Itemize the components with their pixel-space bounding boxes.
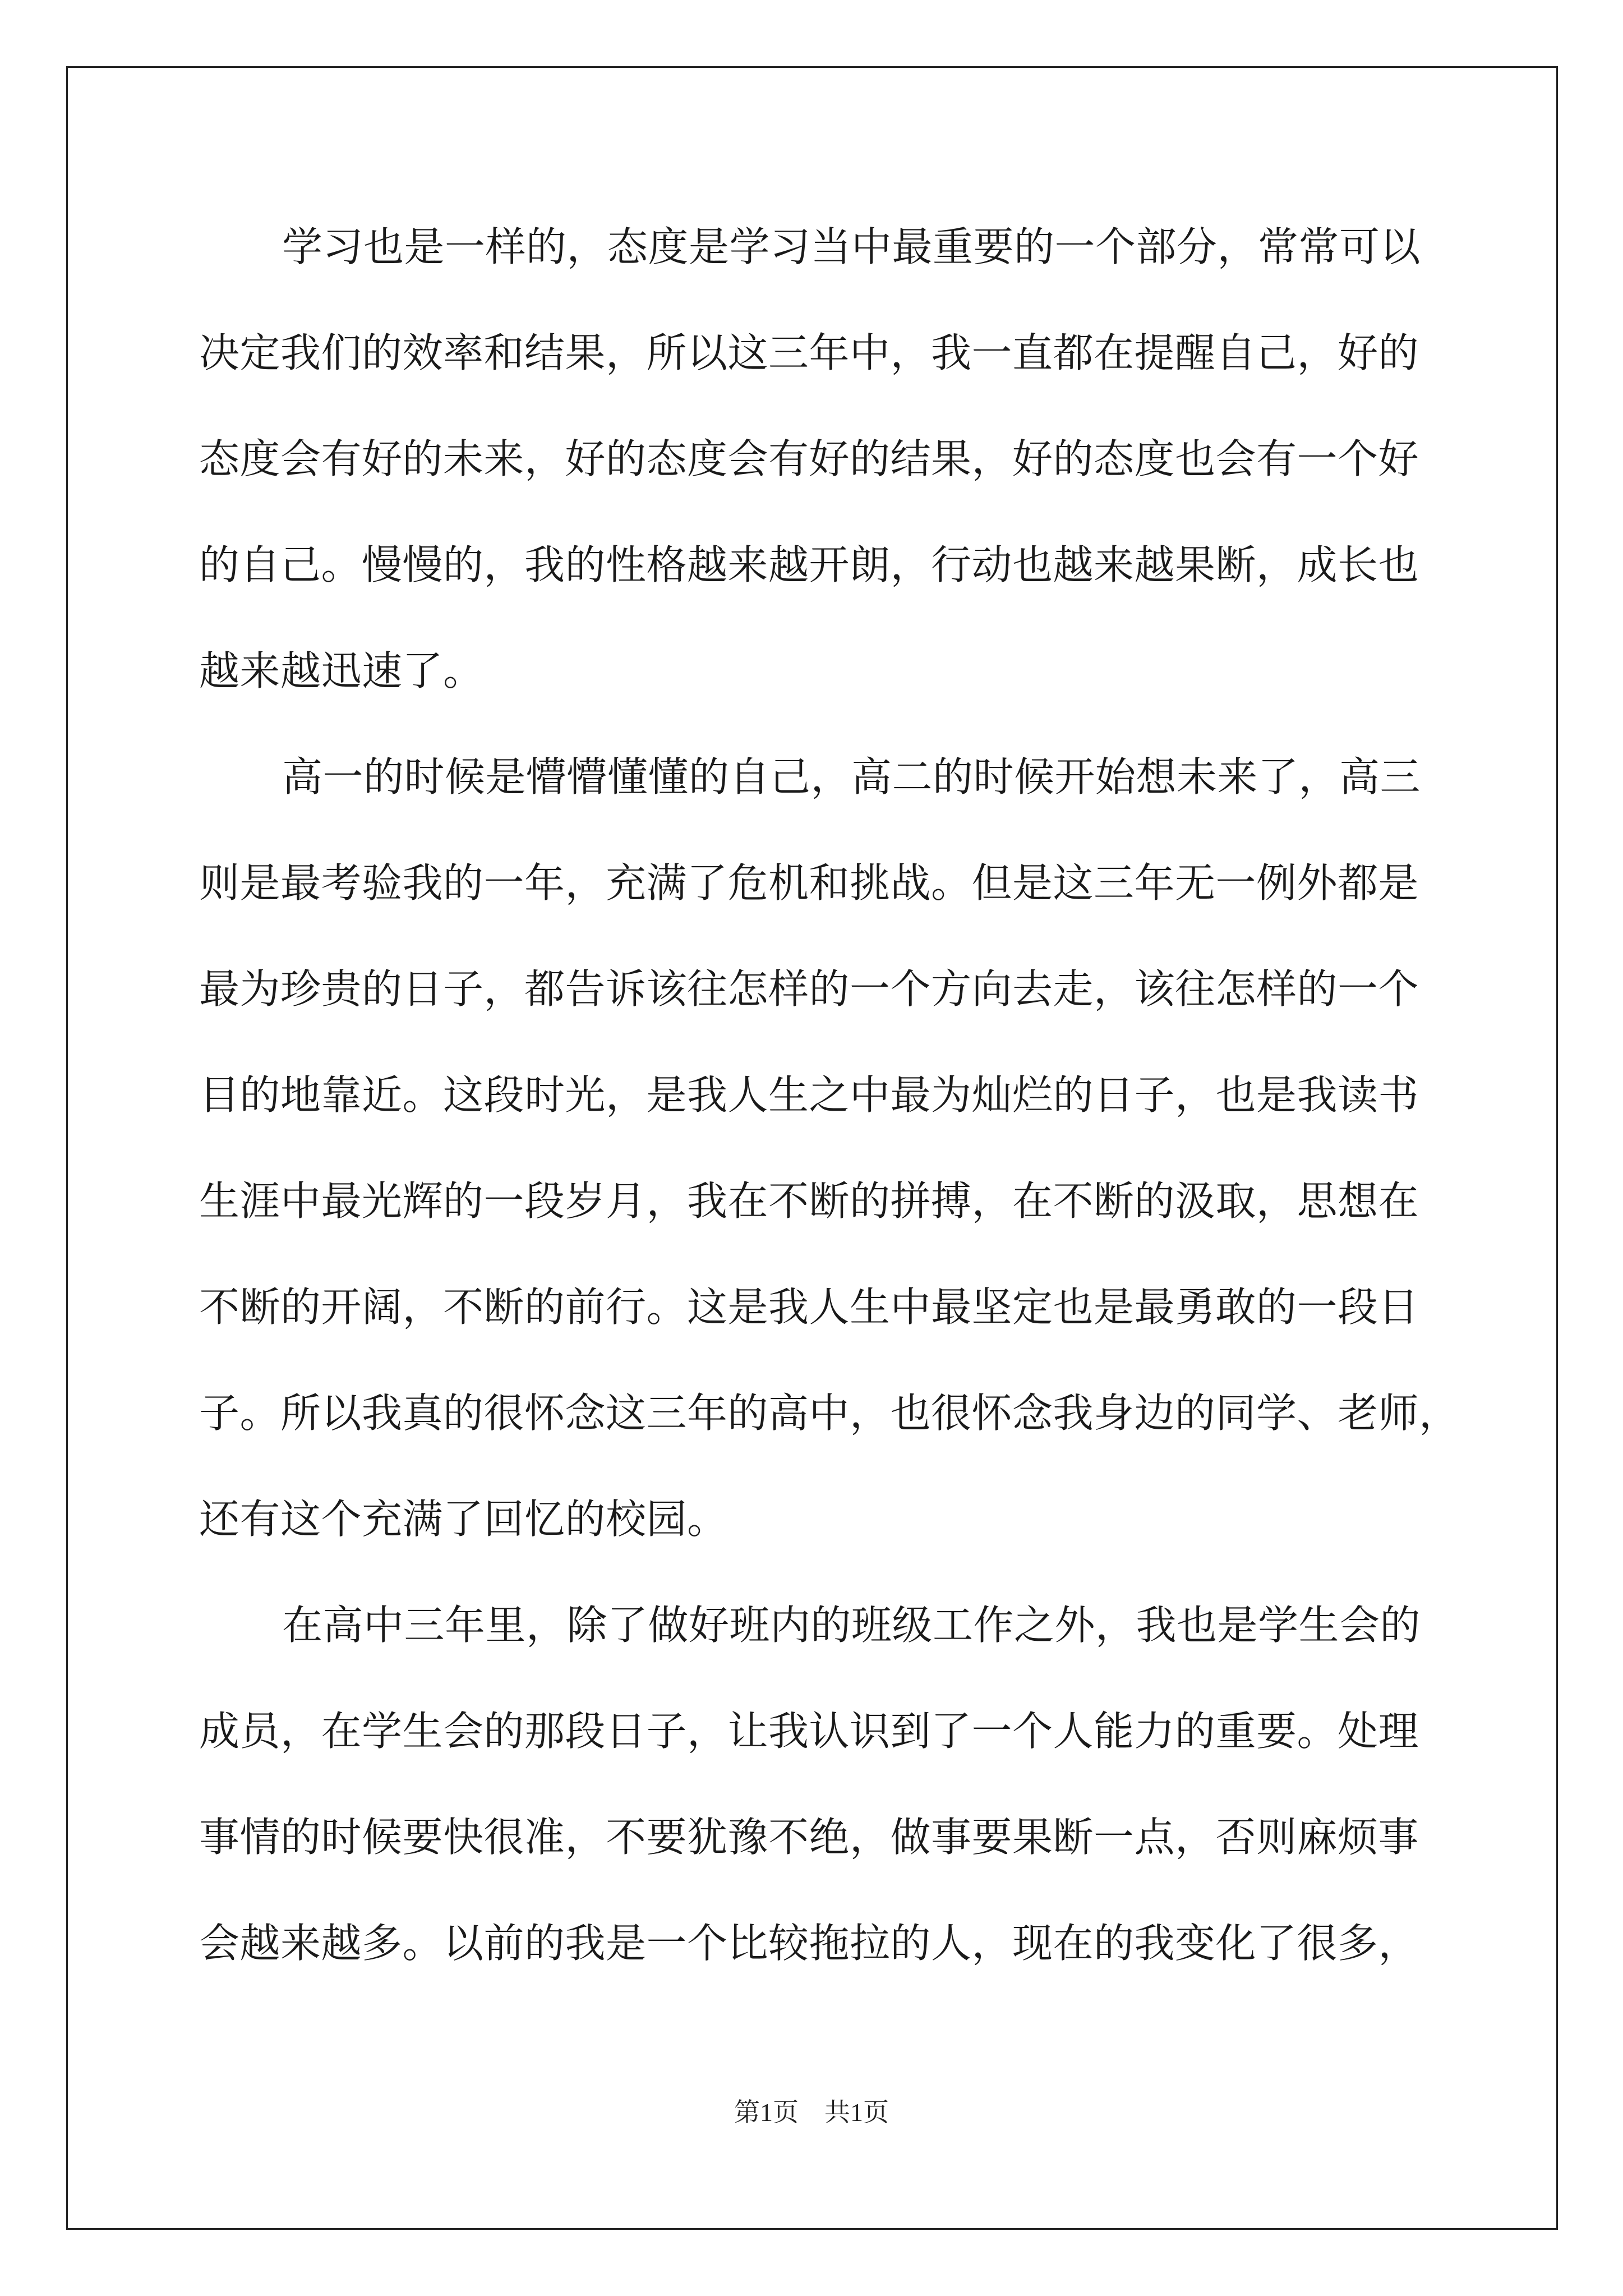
paragraph-3-line-3: 事情的时候要快很准，不要犹豫不绝，做事要果断一点，否则麻烦事 <box>199 1814 1419 1861</box>
paragraph-2-line-4: 目的地靠近。这段时光，是我人生之中最为灿烂的日子，也是我读书 <box>199 1071 1419 1119</box>
paragraph-2-line-7: 子。所以我真的很怀念这三年的高中，也很怀念我身边的同学、老师， <box>199 1389 1460 1437</box>
paragraph-2-line-5: 生涯中最光辉的一段岁月，我在不断的拼搏，在不断的汲取，思想在 <box>199 1177 1419 1225</box>
paragraph-1-line-1: 学习也是一样的，态度是学习当中最重要的一个部分，常常可以 <box>282 223 1421 270</box>
page-number: 第1页 <box>734 2098 799 2127</box>
page-total: 共1页 <box>824 2098 889 2127</box>
page-footer <box>0 2097 1623 2128</box>
paragraph-2-line-6: 不断的开阔，不断的前行。这是我人生中最坚定也是最勇敢的一段日 <box>199 1283 1419 1331</box>
paragraph-1-line-3: 态度会有好的未来，好的态度会有好的结果，好的态度也会有一个好 <box>199 435 1419 482</box>
paragraph-1-line-5: 越来越迅速了。 <box>199 647 484 694</box>
paragraph-1-line-4: 的自己。慢慢的，我的性格越来越开朗，行动也越来越果断，成长也 <box>199 541 1419 588</box>
paragraph-3-line-1: 在高中三年里，除了做好班内的班级工作之外，我也是学生会的 <box>282 1602 1421 1649</box>
paragraph-2-line-3: 最为珍贵的日子，都告诉该往怎样的一个方向去走，该往怎样的一个 <box>199 965 1419 1013</box>
page-border <box>66 66 1558 2230</box>
paragraph-2-line-2: 则是最考验我的一年，充满了危机和挑战。但是这三年无一例外都是 <box>199 859 1419 907</box>
paragraph-1-line-2: 决定我们的效率和结果，所以这三年中，我一直都在提醒自己，好的 <box>199 329 1419 376</box>
paragraph-2-line-1: 高一的时候是懵懵懂懂的自己，高二的时候开始想未来了，高三 <box>282 753 1421 800</box>
paragraph-3-line-4: 会越来越多。以前的我是一个比较拖拉的人，现在的我变化了很多， <box>199 1920 1419 1967</box>
paragraph-2-line-8: 还有这个充满了回忆的校园。 <box>199 1496 728 1543</box>
paragraph-3-line-2: 成员，在学生会的那段日子，让我认识到了一个人能力的重要。处理 <box>199 1708 1419 1755</box>
